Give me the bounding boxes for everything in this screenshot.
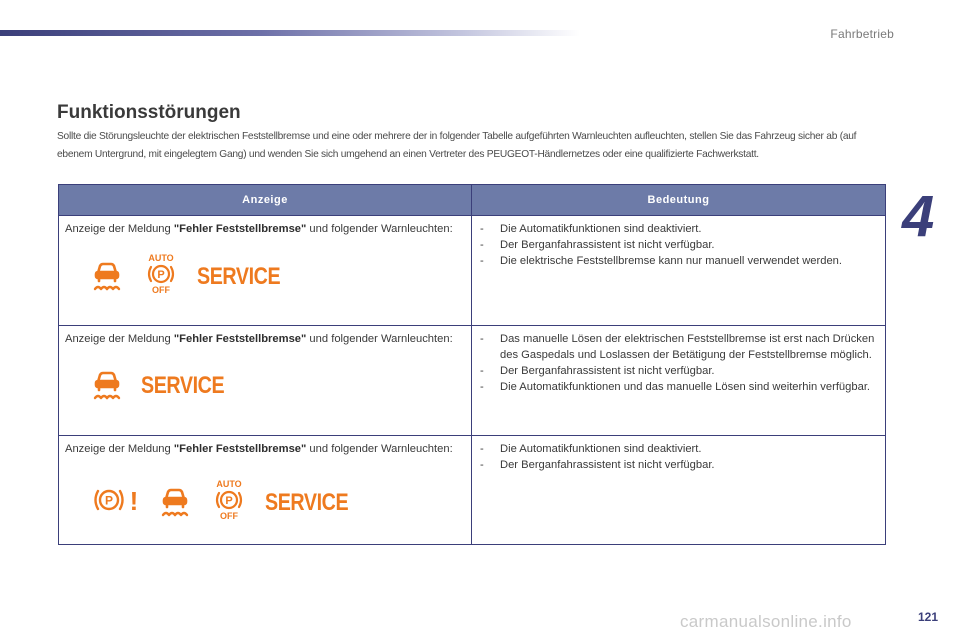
page-title: Funktionsstörungen [57,102,241,123]
section-label: Fahrbetrieb [830,27,894,41]
table-row [59,326,886,436]
column-header-meaning: Bedeutung [472,185,886,216]
chapter-number: 4 [902,184,935,249]
list-item: - Die Automatikfunktionen sind deaktiviert. [478,441,879,457]
page-number: 121 [917,610,938,624]
watermark: carmanualsonline.info [680,612,852,631]
service-icon: SERVICE [141,371,225,399]
meaning-list [478,331,879,395]
table-row [59,216,886,326]
list-item: - Die Automatikfunktionen und das manuelle Lösen sind weiterhin verfügbar. [478,379,879,395]
warning-lights-group [89,479,465,526]
p-label: P [225,495,233,507]
service-icon: SERVICE [265,488,349,516]
indication-text [65,441,465,457]
auto-p-off-icon [141,253,181,300]
table-row [59,436,886,545]
list-item: - Der Berganfahrassistent ist nicht verfügbar. [478,363,879,379]
p-label: P [104,493,114,508]
indication-cell [59,436,472,545]
indication-suffix: und folgender Warnleuchten: [306,443,453,455]
traction-control-icon [157,482,193,523]
column-header-indication: Anzeige [59,185,472,216]
indication-text [65,221,465,237]
off-label: OFF [152,285,170,295]
service-icon: SERVICE [197,262,281,290]
meaning-cell [472,216,886,326]
list-item: - Der Berganfahrassistent ist nicht verfügbar. [478,237,879,253]
meaning-list [478,221,879,269]
indication-message: "Fehler Feststellbremse" [173,223,307,235]
indication-cell [59,216,472,326]
indication-suffix: und folgender Warnleuchten: [306,223,453,235]
intro-paragraph: Sollte die Störungsleuchte der elektrischen Feststellbremse und eine oder mehrere der in folgender Tabelle aufgeführten Warnleuchten aufleuchten, stellen Sie das Fahrzeug sicher ab (auf ebenem Untergrund, mit eingelegtem Gang) und wenden Sie sich umgehend an einen Vertreter des PEUGEOT-Händlernetzes oder eine qualifizierte Fachwerkstatt. [57,131,857,160]
list-item: - Die elektrische Feststellbremse kann nur manuell verwendet werden. [478,253,879,269]
off-label: OFF [220,511,238,521]
indication-cell [59,326,472,436]
parking-brake-fault-icon [89,482,141,523]
indication-message: "Fehler Feststellbremse" [173,443,307,455]
indication-text [65,331,465,347]
warning-lights-group [89,365,465,406]
indication-message: "Fehler Feststellbremse" [173,333,307,345]
p-label: P [157,269,165,281]
meaning-list [478,441,879,473]
traction-control-icon [89,256,125,297]
table-header-row [59,185,886,216]
list-item: - Der Berganfahrassistent ist nicht verfügbar. [478,457,879,473]
indication-suffix: und folgender Warnleuchten: [306,333,453,345]
meaning-cell [472,436,886,545]
malfunction-table [58,184,886,545]
exclamation-label: ! [129,486,139,516]
auto-label: AUTO [148,253,174,263]
auto-label: AUTO [216,479,242,489]
header-gradient-bar [0,30,580,36]
traction-control-icon [89,365,125,406]
auto-p-off-icon [209,479,249,526]
list-item: - Die Automatikfunktionen sind deaktiviert. [478,221,879,237]
indication-prefix: Anzeige der Meldung [65,443,174,455]
indication-prefix: Anzeige der Meldung [65,223,174,235]
indication-prefix: Anzeige der Meldung [65,333,174,345]
list-item: - Das manuelle Lösen der elektrischen Feststellbremse ist erst nach Drücken des Gaspedals und Loslassen der Betätigung der Feststellbremse möglich. [478,331,879,363]
warning-lights-group [89,253,465,300]
meaning-cell [472,326,886,436]
